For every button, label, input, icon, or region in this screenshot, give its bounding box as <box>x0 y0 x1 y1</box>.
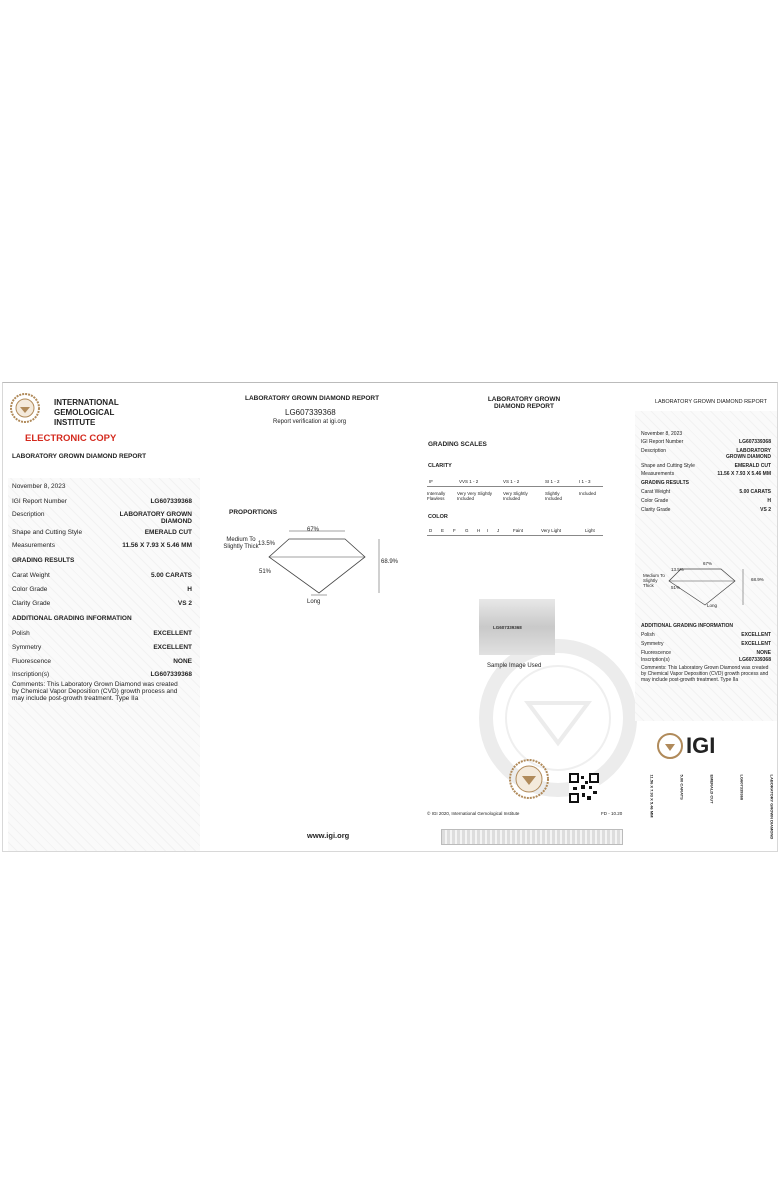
rotated-carat: 5.00 CARATS <box>679 774 685 800</box>
field-shape: Shape and Cutting Style EMERALD CUT <box>12 529 192 536</box>
right-date: November 8, 2023 <box>641 431 683 437</box>
right-comments: Comments: This Laboratory Grown Diamond was created by Chemical Vapor Deposition (CVD) growth process and may include post-growth treatment. Type IIa <box>641 665 769 683</box>
igi-gold-seal-icon <box>509 759 549 799</box>
right-girdle-text: Medium To Slightly Thick <box>643 573 665 588</box>
igi-website: www.igi.org <box>307 831 350 840</box>
right-measurements: Measurements 11.56 X 7.93 X 5.46 MM <box>641 471 771 477</box>
right-clarity: Clarity Grade VS 2 <box>641 507 771 513</box>
rotated-measurements: 11.56 X 7.93 X 5.46 MM <box>649 774 655 818</box>
scales-header: LABORATORY GROWN DIAMOND REPORT <box>487 396 561 410</box>
girdle-text: Medium To Slightly Thick <box>223 537 259 550</box>
report-center-panel <box>203 383 399 851</box>
rotated-report-number: LG607339368 <box>739 774 745 801</box>
right-pavilion-percent: 51% <box>671 585 681 590</box>
right-additional-title: ADDITIONAL GRADING INFORMATION <box>641 623 734 629</box>
right-culet-text: Long <box>707 603 718 608</box>
sample-inscription-image <box>479 599 555 655</box>
security-strip <box>441 829 623 845</box>
igi-logo-seal-icon <box>657 733 683 759</box>
clarity-grade-i: I 1 - 3 <box>579 479 591 484</box>
clarity-grade-if: IF <box>429 479 433 484</box>
rotated-shape: EMERALD CUT <box>709 774 715 804</box>
culet-text: Long <box>307 599 321 605</box>
grading-scales-panel <box>421 383 629 851</box>
diamond-profile-diagram <box>267 521 387 603</box>
right-color: Color Grade H <box>641 498 771 504</box>
field-description: Description LABORATORY GROWN DIAMOND <box>12 511 192 525</box>
right-crown-percent: 13.5% <box>671 567 684 572</box>
sample-inscription-text: LG607339368 <box>493 625 522 630</box>
depth-percent: 68.9% <box>381 559 399 565</box>
clarity-desc-vs: Very Slightly Included <box>503 491 528 501</box>
igi-seal-icon <box>10 393 40 423</box>
institute-name: INTERNATIONAL GEMOLOGICAL INSTITUTE <box>54 398 119 427</box>
color-letter: J <box>497 528 500 533</box>
right-table-percent: 67% <box>703 561 713 566</box>
right-polish: Polish EXCELLENT <box>641 632 771 638</box>
field-measurements: Measurements 11.56 X 7.93 X 5.46 MM <box>12 542 192 549</box>
form-code: FD - 10.20 <box>601 811 623 816</box>
rotated-summary-block <box>637 773 773 843</box>
rotated-description: LABORATORY GROWN DIAMOND <box>769 774 775 840</box>
clarity-desc-si: Slightly Included <box>545 491 563 501</box>
right-fluorescence: Fluorescence NONE <box>641 650 771 656</box>
color-scale-title: COLOR <box>428 514 448 520</box>
proportions-title: PROPORTIONS <box>229 509 278 516</box>
center-report-number: LG607339368 <box>285 408 336 417</box>
right-depth-percent: 68.9% <box>751 577 764 582</box>
qr-code-icon <box>569 773 599 803</box>
electronic-copy-stamp: ELECTRONIC COPY <box>25 433 117 444</box>
igi-logo <box>657 733 715 759</box>
clarity-desc-i: Included <box>579 491 597 496</box>
center-report-title: LABORATORY GROWN DIAMOND REPORT <box>245 395 380 402</box>
clarity-desc-vvs: Very Very Slightly Included <box>457 491 493 501</box>
report-date: November 8, 2023 <box>12 483 66 490</box>
info-symmetry: Symmetry EXCELLENT <box>12 644 192 651</box>
clarity-grade-vvs: VVS 1 - 2 <box>459 479 479 484</box>
color-desc-light: Light <box>585 528 595 533</box>
sample-caption: Sample Image Used <box>487 663 542 669</box>
report-title: LABORATORY GROWN DIAMOND REPORT <box>12 453 147 460</box>
verification-text: Report verification at igi.org <box>273 419 347 425</box>
info-polish: Polish EXCELLENT <box>12 630 192 637</box>
field-report-number: IGI Report Number LG607339368 <box>12 498 192 505</box>
color-desc-faint: Faint <box>513 528 524 533</box>
clarity-grade-vs: VS 1 - 2 <box>503 479 520 484</box>
report-left-panel <box>8 383 200 851</box>
right-carat: Carat Weight 5.00 CARATS <box>641 489 771 495</box>
color-letter: D <box>429 528 433 533</box>
copyright-text: © IGI 2020, International Gemological Institute <box>427 811 520 816</box>
grade-color: Color Grade H <box>12 586 192 593</box>
grade-carat: Carat Weight 5.00 CARATS <box>12 572 192 579</box>
additional-info-title: ADDITIONAL GRADING INFORMATION <box>12 615 132 622</box>
right-symmetry: Symmetry EXCELLENT <box>641 641 771 647</box>
color-desc-very-light: Very Light <box>541 528 562 533</box>
right-description: Description LABORATORY GROWN DIAMOND <box>641 448 771 460</box>
info-fluorescence: Fluorescence NONE <box>12 658 192 665</box>
grade-clarity: Clarity Grade VS 2 <box>12 600 192 607</box>
color-letter: I <box>487 528 489 533</box>
report-sheet <box>2 382 778 852</box>
clarity-scale-title: CLARITY <box>428 463 452 469</box>
grading-results-title: GRADING RESULTS <box>12 557 75 564</box>
right-card-title: LABORATORY GROWN DIAMOND REPORT <box>655 399 767 405</box>
color-letter: E <box>441 528 445 533</box>
right-inscription: Inscription(s) LG607339368 <box>641 657 771 663</box>
color-letter: F <box>453 528 456 533</box>
color-letter: H <box>477 528 481 533</box>
info-inscription: Inscription(s) LG607339368 <box>12 671 192 678</box>
comments-text: Comments: This Laboratory Grown Diamond was created by Chemical Vapor Deposition (CVD) growth process and may include post-growth treatment. Type IIa <box>12 681 178 702</box>
right-shape: Shape and Cutting Style EMERALD CUT <box>641 463 771 469</box>
pavilion-percent: 51% <box>259 569 272 575</box>
crown-percent: 13.5% <box>258 541 276 547</box>
right-grading-title: GRADING RESULTS <box>641 480 689 486</box>
table-percent: 67% <box>307 527 320 533</box>
grading-scales-title: GRADING SCALES <box>428 441 487 448</box>
right-report-number: IGI Report Number LG607339368 <box>641 439 771 445</box>
clarity-desc-if: Internally Flawless <box>427 491 446 501</box>
igi-logo-text: IGI <box>686 733 716 758</box>
report-right-card <box>633 383 777 851</box>
clarity-grade-si: SI 1 - 2 <box>545 479 560 484</box>
color-letter: G <box>465 528 469 533</box>
